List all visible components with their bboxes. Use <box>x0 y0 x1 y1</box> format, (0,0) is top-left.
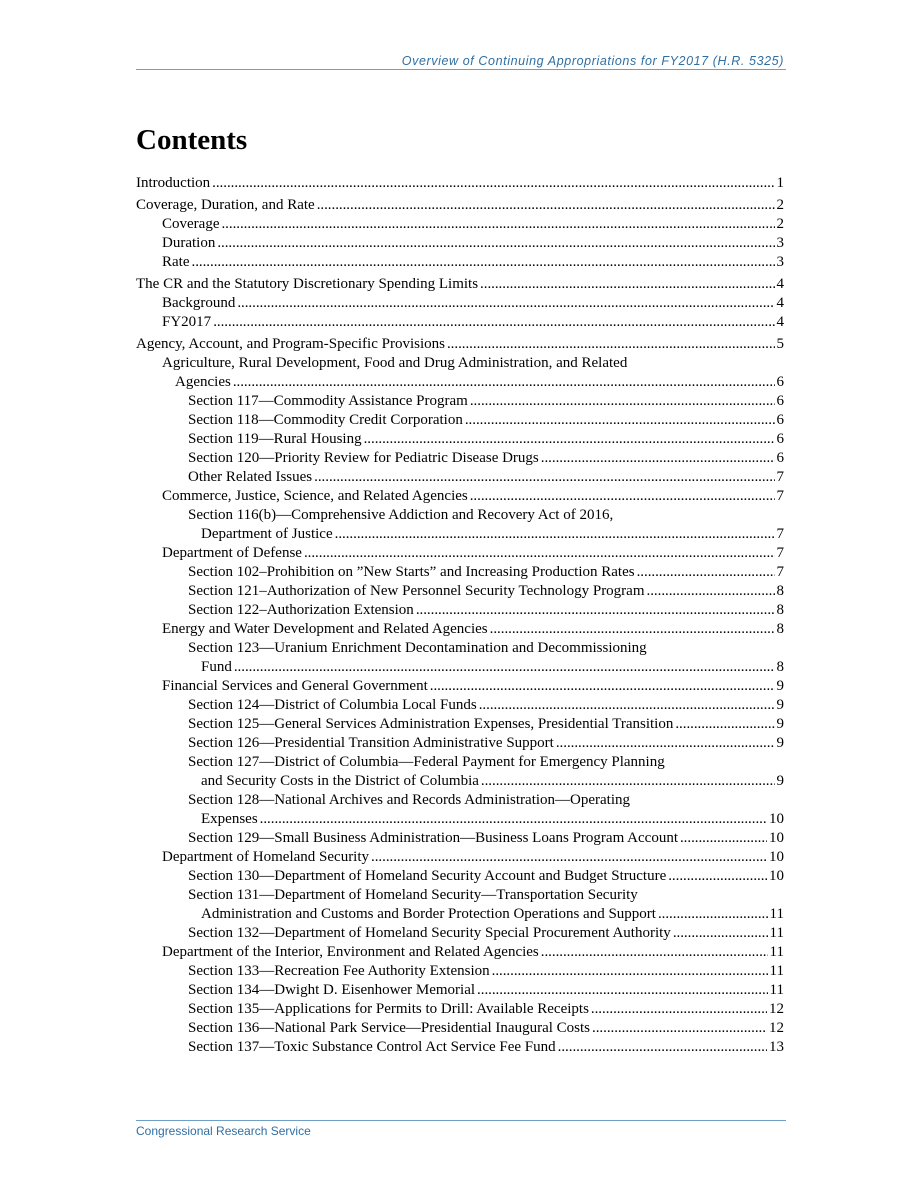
toc-page-number: 8 <box>776 621 784 637</box>
toc-entry[interactable] <box>136 354 784 392</box>
toc-entry-title: Section 122–Authorization Extension <box>188 602 414 618</box>
toc-dot-leader <box>477 981 768 1000</box>
toc-dot-leader <box>430 677 775 696</box>
toc-entry[interactable] <box>136 981 784 1000</box>
toc-dot-leader <box>558 1038 767 1057</box>
toc-entry-title: Section 123—Uranium Enrichment Decontamination and Decommissioning <box>188 640 647 656</box>
toc-entry-title: Section 125—General Services Administration Expenses, Presidential Transition <box>188 716 674 732</box>
toc-entry-title: Section 119—Rural Housing <box>188 431 362 447</box>
toc-page-number: 7 <box>776 526 784 542</box>
toc-dot-leader <box>658 905 768 924</box>
toc-dot-leader <box>592 1019 767 1038</box>
toc-entry[interactable] <box>136 174 784 193</box>
toc-dot-leader <box>673 924 768 943</box>
toc-page-number: 9 <box>776 735 784 751</box>
toc-page-number: 11 <box>769 906 784 922</box>
toc-entry[interactable] <box>136 1019 784 1038</box>
toc-dot-leader <box>647 582 775 601</box>
toc-entry[interactable] <box>136 487 784 506</box>
toc-dot-leader <box>480 275 774 294</box>
toc-dot-leader <box>481 772 775 791</box>
toc-page-number: 9 <box>776 773 784 789</box>
toc-entry-title: Financial Services and General Government <box>162 678 428 694</box>
toc-page-number: 1 <box>776 175 784 191</box>
toc-entry-title: Section 120—Priority Review for Pediatric Disease Drugs <box>188 450 539 466</box>
toc-entry[interactable] <box>136 506 784 544</box>
toc-page-number: 13 <box>769 1039 784 1055</box>
toc-dot-leader <box>668 867 767 886</box>
footer-rule <box>136 1120 786 1121</box>
toc-page-number: 9 <box>776 678 784 694</box>
toc-entry-title: Department of Defense <box>162 545 302 561</box>
toc-entry[interactable] <box>136 829 784 848</box>
toc-dot-leader <box>364 430 775 449</box>
toc-page-number: 10 <box>769 849 784 865</box>
toc-entry[interactable] <box>136 544 784 563</box>
toc-entry[interactable] <box>136 734 784 753</box>
toc-entry-title: Agriculture, Rural Development, Food and Drug Administration, and Related <box>162 355 628 371</box>
toc-dot-leader <box>234 658 775 677</box>
toc-entry-title: Department of the Interior, Environment and Related Agencies <box>162 944 539 960</box>
toc-page-number: 6 <box>776 412 784 428</box>
toc-dot-leader <box>492 962 768 981</box>
table-of-contents <box>136 174 784 1057</box>
toc-entry[interactable] <box>136 715 784 734</box>
toc-entry-title: Section 132—Department of Homeland Security Special Procurement Authority <box>188 925 671 941</box>
toc-entry-title: Section 136—National Park Service—Presidential Inaugural Costs <box>188 1020 591 1036</box>
toc-page-number: 11 <box>769 982 784 998</box>
toc-entry-title: Other Related Issues <box>188 469 313 485</box>
toc-page-number: 4 <box>776 295 784 311</box>
toc-entry-title: Section 102–Prohibition on ”New Starts” and Increasing Production Rates <box>188 564 635 580</box>
toc-page-number: 2 <box>776 197 784 213</box>
toc-entry-title: Section 133—Recreation Fee Authority Extension <box>188 963 490 979</box>
toc-entry[interactable] <box>136 677 784 696</box>
toc-page-number: 2 <box>776 216 784 232</box>
header-rule <box>136 69 786 70</box>
toc-entry-title: Coverage, Duration, and Rate <box>136 197 315 213</box>
toc-entry-title: Section 128—National Archives and Records Administration—Operating <box>188 792 631 808</box>
toc-dot-leader <box>317 196 775 215</box>
toc-page-number: 5 <box>776 336 784 352</box>
toc-entry[interactable] <box>136 294 784 313</box>
toc-entry-title: Section 131—Department of Homeland Security—Transportation Security <box>188 887 638 903</box>
toc-entry-title: Section 135—Applications for Permits to Drill: Available Receipts <box>188 1001 589 1017</box>
toc-dot-leader <box>556 734 775 753</box>
toc-entry-title: Section 134—Dwight D. Eisenhower Memorial <box>188 982 476 998</box>
toc-entry-title: Duration <box>162 235 216 251</box>
toc-page-number: 12 <box>769 1001 784 1017</box>
toc-entry[interactable] <box>136 886 784 924</box>
toc-page-number: 4 <box>776 314 784 330</box>
toc-page-number: 9 <box>776 716 784 732</box>
toc-page-number: 7 <box>776 564 784 580</box>
toc-page-number: 9 <box>776 697 784 713</box>
toc-dot-leader <box>637 563 775 582</box>
toc-dot-leader <box>217 234 774 253</box>
toc-page-number: 3 <box>776 235 784 251</box>
toc-entry[interactable] <box>136 943 784 962</box>
toc-page-number: 4 <box>776 276 784 292</box>
toc-entry-title: and Security Costs in the District of Columbia <box>201 773 479 789</box>
toc-dot-leader <box>335 525 775 544</box>
toc-entry-title: Agencies <box>175 374 231 390</box>
toc-entry-title: Administration and Customs and Border Protection Operations and Support <box>201 906 656 922</box>
toc-entry-title: Section 129—Small Business Administration—Business Loans Program Account <box>188 830 678 846</box>
toc-entry[interactable] <box>136 1000 784 1019</box>
toc-entry[interactable] <box>136 335 784 354</box>
toc-dot-leader <box>591 1000 767 1019</box>
toc-entry[interactable] <box>136 1038 784 1057</box>
toc-entry[interactable] <box>136 253 784 272</box>
toc-dot-leader <box>237 294 774 313</box>
toc-entry[interactable] <box>136 962 784 981</box>
toc-page-number: 8 <box>776 659 784 675</box>
toc-entry-title: Department of Justice <box>201 526 333 542</box>
toc-entry[interactable] <box>136 468 784 487</box>
toc-dot-leader <box>260 810 767 829</box>
toc-entry-title: Energy and Water Development and Related Agencies <box>162 621 488 637</box>
toc-dot-leader <box>213 313 774 332</box>
toc-dot-leader <box>541 943 768 962</box>
toc-dot-leader <box>304 544 775 563</box>
toc-entry-title: Commerce, Justice, Science, and Related Agencies <box>162 488 468 504</box>
toc-entry[interactable] <box>136 924 784 943</box>
toc-dot-leader <box>490 620 775 639</box>
toc-entry[interactable] <box>136 313 784 332</box>
toc-page-number: 7 <box>776 488 784 504</box>
toc-page-number: 11 <box>769 963 784 979</box>
toc-page-number: 7 <box>776 545 784 561</box>
toc-entry-title: Section 116(b)—Comprehensive Addiction and Recovery Act of 2016, <box>188 507 614 523</box>
toc-dot-leader <box>314 468 774 487</box>
toc-page-number: 7 <box>776 469 784 485</box>
toc-dot-leader <box>470 487 775 506</box>
toc-entry-title: Section 117—Commodity Assistance Program <box>188 393 468 409</box>
toc-entry-title: Coverage <box>162 216 220 232</box>
toc-dot-leader <box>212 174 774 193</box>
toc-entry[interactable] <box>136 848 784 867</box>
toc-dot-leader <box>192 253 775 272</box>
toc-entry[interactable] <box>136 601 784 620</box>
toc-entry[interactable] <box>136 563 784 582</box>
toc-entry[interactable] <box>136 753 784 791</box>
toc-dot-leader <box>447 335 775 354</box>
toc-entry[interactable] <box>136 411 784 430</box>
toc-page-number: 6 <box>776 431 784 447</box>
toc-page-number: 6 <box>776 374 784 390</box>
toc-dot-leader <box>221 215 774 234</box>
toc-entry[interactable] <box>136 275 784 294</box>
toc-dot-leader <box>470 392 775 411</box>
toc-entry-title: Agency, Account, and Program-Specific Provisions <box>136 336 445 352</box>
toc-entry[interactable] <box>136 696 784 715</box>
toc-page-number: 6 <box>776 393 784 409</box>
toc-entry[interactable] <box>136 234 784 253</box>
toc-dot-leader <box>541 449 775 468</box>
toc-page-number: 8 <box>776 602 784 618</box>
toc-entry[interactable] <box>136 392 784 411</box>
contents-heading: Contents <box>136 124 248 156</box>
toc-entry[interactable] <box>136 620 784 639</box>
footer-publisher: Congressional Research Service <box>136 1124 311 1138</box>
toc-entry[interactable] <box>136 639 784 677</box>
toc-entry-title: Section 127—District of Columbia—Federal Payment for Emergency Planning <box>188 754 665 770</box>
toc-entry[interactable] <box>136 449 784 468</box>
toc-dot-leader <box>479 696 775 715</box>
toc-entry[interactable] <box>136 867 784 886</box>
toc-dot-leader <box>416 601 775 620</box>
toc-dot-leader <box>675 715 774 734</box>
running-header-title: Overview of Continuing Appropriations for FY2017 (H.R. 5325) <box>401 54 784 68</box>
toc-dot-leader <box>233 373 775 392</box>
toc-page-number: 8 <box>776 583 784 599</box>
toc-page-number: 11 <box>769 944 784 960</box>
toc-entry-title: Expenses <box>201 811 258 827</box>
toc-entry[interactable] <box>136 582 784 601</box>
toc-dot-leader <box>465 411 775 430</box>
toc-entry-title: Rate <box>162 254 190 270</box>
toc-entry-title: Fund <box>201 659 232 675</box>
toc-page-number: 10 <box>769 811 784 827</box>
toc-entry-title: Section 124—District of Columbia Local Funds <box>188 697 477 713</box>
toc-entry-title: FY2017 <box>162 314 212 330</box>
toc-entry-title: Section 137—Toxic Substance Control Act Service Fee Fund <box>188 1039 556 1055</box>
toc-page-number: 12 <box>769 1020 784 1036</box>
toc-entry-title: Section 121–Authorization of New Personnel Security Technology Program <box>188 583 645 599</box>
toc-entry[interactable] <box>136 430 784 449</box>
toc-dot-leader <box>371 848 767 867</box>
toc-entry-title: The CR and the Statutory Discretionary Spending Limits <box>136 276 479 292</box>
toc-entry-title: Section 118—Commodity Credit Corporation <box>188 412 463 428</box>
toc-entry-title: Introduction <box>136 175 211 191</box>
toc-entry-title: Background <box>162 295 236 311</box>
toc-entry[interactable] <box>136 196 784 215</box>
toc-page-number: 6 <box>776 450 784 466</box>
toc-page-number: 10 <box>769 868 784 884</box>
toc-entry-title: Department of Homeland Security <box>162 849 370 865</box>
toc-entry[interactable] <box>136 215 784 234</box>
toc-entry-title: Section 130—Department of Homeland Security Account and Budget Structure <box>188 868 667 884</box>
toc-dot-leader <box>680 829 767 848</box>
toc-entry[interactable] <box>136 791 784 829</box>
toc-page-number: 3 <box>776 254 784 270</box>
toc-page-number: 11 <box>769 925 784 941</box>
toc-page-number: 10 <box>769 830 784 846</box>
toc-entry-title: Section 126—Presidential Transition Administrative Support <box>188 735 554 751</box>
